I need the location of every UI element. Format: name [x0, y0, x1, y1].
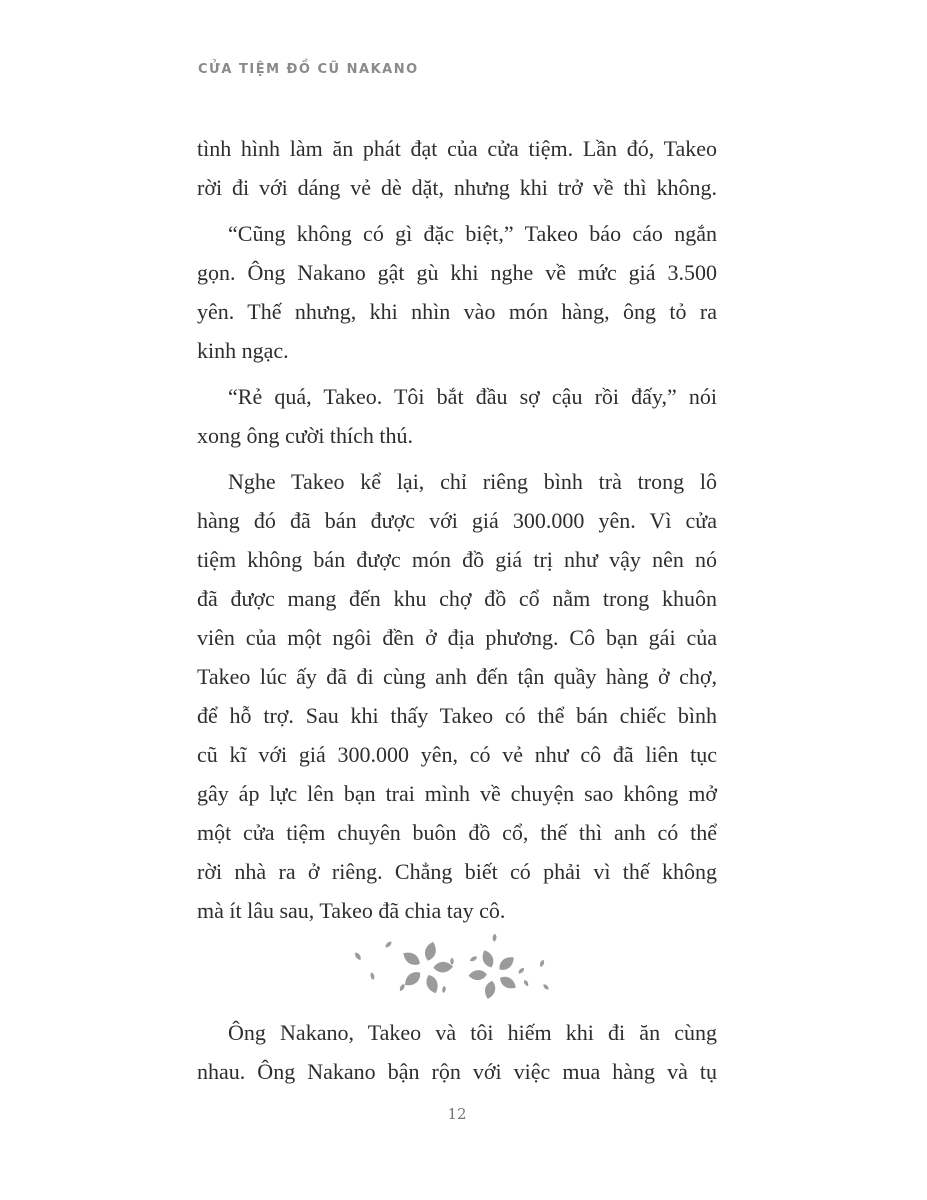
- text-line: rời đi với dáng vẻ dè dặt, nhưng khi trở về thì không.: [197, 175, 717, 200]
- text-line: “Rẻ quá, Takeo. Tôi bắt đầu sợ cậu rồi đấy,” nói: [228, 384, 717, 409]
- text-line: viên của một ngôi đền ở địa phương. Cô bạn gái của: [197, 625, 717, 650]
- text-line: mà ít lâu sau, Takeo đã chia tay cô.: [197, 898, 506, 923]
- text-line: tình hình làm ăn phát đạt của cửa tiệm. Lần đó, Takeo: [197, 136, 717, 161]
- petal-icon: [517, 967, 525, 975]
- running-header: CỬA TIỆM ĐỒ CŨ NAKANO: [198, 62, 419, 77]
- text-line: xong ông cười thích thú.: [197, 423, 414, 448]
- petal-icon: [384, 940, 392, 948]
- text-line: hàng đó đã bán được với giá 300.000 yên. Vì cửa: [197, 508, 717, 533]
- text-line: yên. Thế nhưng, khi nhìn vào món hàng, ông tỏ ra: [197, 299, 717, 324]
- text-line: Ông Nakano, Takeo và tôi hiếm khi đi ăn cùng: [228, 1020, 717, 1045]
- text-line: Takeo lúc ấy đã đi cùng anh đến tận quầy hàng ở chợ,: [197, 664, 717, 689]
- petal-icon: [398, 983, 405, 992]
- text-line: tiệm không bán được món đồ giá trị như vậy nên nó: [197, 547, 717, 572]
- petal-icon: [539, 959, 545, 967]
- petal-icon: [370, 972, 376, 980]
- sakura-divider: [197, 937, 717, 1007]
- paragraph: [197, 462, 717, 930]
- text-line: để hỗ trợ. Sau khi thấy Takeo có thể bán chiếc bình: [197, 703, 717, 728]
- text-line: nhau. Ông Nakano bận rộn với việc mua hàng và tụ: [197, 1059, 717, 1084]
- page-body: [197, 129, 717, 1098]
- paragraph: [197, 214, 717, 370]
- petal-icon: [469, 955, 478, 962]
- petal-icon: [354, 951, 363, 961]
- text-line: rời nhà ra ở riêng. Chẳng biết có phải vì thế không: [197, 859, 717, 884]
- text-line: gây áp lực lên bạn trai mình về chuyện sao không mở: [197, 781, 717, 806]
- petal-icon: [442, 986, 447, 994]
- paragraph: [197, 129, 717, 207]
- petal-icon: [523, 979, 530, 987]
- text-line: kinh ngạc.: [197, 338, 289, 363]
- paragraph: [197, 1013, 717, 1091]
- paragraph: [197, 377, 717, 455]
- sakura-ornament: [357, 941, 557, 1003]
- text-line: đã được mang đến khu chợ đồ cổ nằm trong khuôn: [197, 586, 717, 611]
- text-line: một cửa tiệm chuyên buôn đồ cổ, thế thì anh có thể: [197, 820, 717, 845]
- petal-icon: [542, 983, 550, 991]
- text-line: “Cũng không có gì đặc biệt,” Takeo báo cáo ngắn: [228, 221, 717, 246]
- sakura-flower-icon: [460, 941, 527, 1006]
- text-line: gọn. Ông Nakano gật gù khi nghe về mức giá 3.500: [197, 260, 717, 285]
- page-number: 12: [447, 1105, 467, 1123]
- text-line: Nghe Takeo kể lại, chỉ riêng bình trà trong lô: [228, 469, 717, 494]
- petal-icon: [450, 958, 453, 965]
- text-line: cũ kĩ với giá 300.000 yên, có vẻ như cô đã liên tục: [197, 742, 717, 767]
- petal-icon: [492, 934, 497, 942]
- sakura-flower-icon: [393, 935, 459, 999]
